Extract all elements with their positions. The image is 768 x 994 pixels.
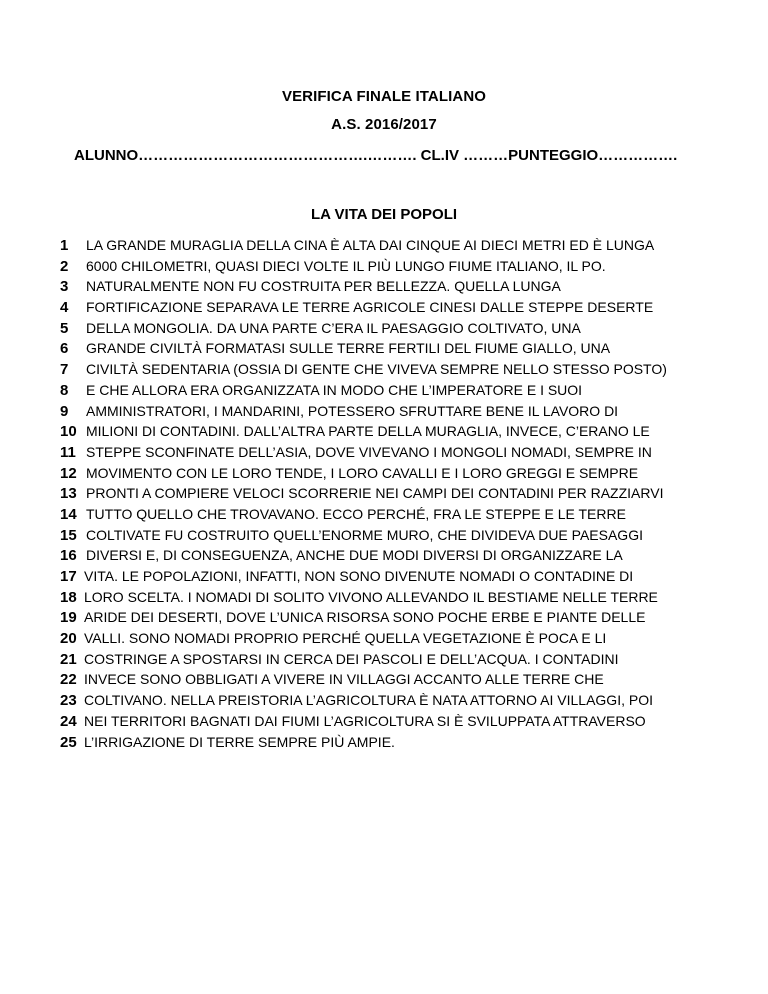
text-line — [60, 649, 760, 670]
line-text: E CHE ALLORA ERA ORGANIZZATA IN MODO CHE L’IMPERATORE E I SUOI — [86, 381, 583, 398]
line-text: INVECE SONO OBBLIGATI A VIVERE IN VILLAGGI ACCANTO ALLE TERRE CHE — [84, 671, 604, 688]
text-line — [60, 318, 760, 339]
line-text: NATURALMENTE NON FU COSTRUITA PER BELLEZZA. QUELLA LUNGA — [86, 278, 561, 295]
text-line — [60, 504, 760, 525]
student-info-line: ALUNNO……………………………………….………. CL.IV ………PUNTEGGIO……………. — [74, 147, 678, 164]
line-text: GRANDE CIVILTÀ FORMATASI SULLE TERRE FERTILI DEL FIUME GIALLO, UNA — [86, 340, 611, 357]
text-line — [60, 338, 760, 359]
line-text: DIVERSI E, DI CONSEGUENZA, ANCHE DUE MODI DIVERSI DI ORGANIZZARE LA — [86, 547, 623, 564]
line-number: 6 — [60, 340, 69, 358]
line-text: PRONTI A COMPIERE VELOCI SCORRERIE NEI CAMPI DEI CONTADINI PER RAZZIARVI — [86, 485, 664, 502]
text-line — [60, 380, 760, 401]
line-number: 1 — [60, 237, 69, 254]
text-line — [60, 732, 760, 753]
line-number: 7 — [60, 361, 69, 379]
line-text: DELLA MONGOLIA. DA UNA PARTE C’ERA IL PAESAGGIO COLTIVATO, UNA — [86, 319, 581, 336]
text-line — [60, 669, 760, 690]
line-number: 20 — [60, 630, 77, 648]
line-text: VALLI. SONO NOMADI PROPRIO PERCHÉ QUELLA VEGETAZIONE È POCA E LI — [84, 630, 607, 647]
line-text: TUTTO QUELLO CHE TROVAVANO. ECCO PERCHÉ, FRA LE STEPPE E LE TERRE — [86, 505, 626, 522]
line-text: COLTIVATE FU COSTRUITO QUELL’ENORME MURO, CHE DIVIDEVA DUE PAESAGGI — [86, 526, 643, 543]
line-number: 18 — [60, 588, 77, 606]
text-line — [60, 401, 760, 422]
line-number: 17 — [60, 568, 77, 585]
line-number: 16 — [60, 547, 77, 565]
line-number: 3 — [60, 278, 69, 296]
line-number: 23 — [60, 692, 77, 710]
text-line — [60, 359, 760, 380]
line-number: 11 — [60, 443, 76, 461]
line-number: 22 — [60, 671, 77, 689]
line-text: STEPPE SCONFINATE DELL’ASIA, DOVE VIVEVANO I MONGOLI NOMADI, SEMPRE IN — [86, 443, 652, 460]
text-line — [60, 297, 760, 318]
line-number: 21 — [60, 650, 77, 668]
text-line — [60, 525, 760, 546]
line-number: 15 — [60, 526, 77, 544]
line-text: VITA. LE POPOLAZIONI, INFATTI, NON SONO DIVENUTE NOMADI O CONTADINE DI — [84, 568, 634, 584]
line-text: ARIDE DEI DESERTI, DOVE L’UNICA RISORSA SONO POCHE ERBE E PIANTE DELLE — [84, 609, 646, 626]
text-line — [60, 276, 760, 297]
document-title: VERIFICA FINALE ITALIANO — [281, 88, 487, 105]
section-title: LA VITA DEI POPOLI — [310, 206, 458, 223]
line-text: MILIONI DI CONTADINI. DALL’ALTRA PARTE DELLA MURAGLIA, INVECE, C’ERANO LE — [86, 423, 650, 440]
line-number: 24 — [60, 712, 77, 730]
text-line — [60, 607, 760, 628]
line-number: 14 — [60, 505, 77, 523]
line-number: 4 — [60, 299, 69, 317]
line-text: 6000 CHILOMETRI, QUASI DIECI VOLTE IL PIÙ LUNGO FIUME ITALIANO, IL PO. — [86, 257, 606, 274]
text-line — [60, 463, 760, 484]
text-line — [60, 587, 760, 608]
line-number: 8 — [60, 381, 69, 399]
text-line — [60, 421, 760, 442]
line-text: LA GRANDE MURAGLIA DELLA CINA È ALTA DAI CINQUE AI DIECI METRI ED È LUNGA — [86, 237, 655, 253]
text-line — [60, 566, 760, 587]
text-line — [60, 235, 760, 256]
text-line — [60, 711, 760, 732]
line-text: COLTIVANO. NELLA PREISTORIA L’AGRICOLTURA È NATA ATTORNO AI VILLAGGI, POI — [84, 692, 653, 709]
line-text: COSTRINGE A SPOSTARSI IN CERCA DEI PASCOLI E DELL’ACQUA. I CONTADINI — [84, 650, 619, 667]
line-number: 10 — [60, 423, 77, 441]
line-number: 19 — [60, 609, 77, 627]
line-text: CIVILTÀ SEDENTARIA (OSSIA DI GENTE CHE VIVEVA SEMPRE NELLO STESSO POSTO) — [86, 361, 667, 378]
line-text: L’IRRIGAZIONE DI TERRE SEMPRE PIÙ AMPIE. — [84, 733, 395, 750]
text-line — [60, 256, 760, 277]
text-line — [60, 545, 760, 566]
line-text: NEI TERRITORI BAGNATI DAI FIUMI L’AGRICOLTURA SI È SVILUPPATA ATTRAVERSO — [84, 712, 646, 729]
text-line — [60, 628, 760, 649]
line-text: FORTIFICAZIONE SEPARAVA LE TERRE AGRICOLE CINESI DALLE STEPPE DESERTE — [86, 299, 654, 316]
school-year: A.S. 2016/2017 — [331, 116, 437, 133]
line-number: 13 — [60, 485, 77, 503]
line-text: MOVIMENTO CON LE LORO TENDE, I LORO CAVALLI E I LORO GREGGI E SEMPRE — [86, 464, 639, 481]
line-number: 2 — [60, 257, 69, 275]
line-number: 25 — [60, 733, 77, 751]
text-line — [60, 442, 760, 463]
line-number: 5 — [60, 319, 69, 337]
text-line — [60, 690, 760, 711]
numbered-text — [60, 235, 760, 752]
line-text: AMMINISTRATORI, I MANDARINI, POTESSERO SFRUTTARE BENE IL LAVORO DI — [86, 402, 619, 419]
line-number: 12 — [60, 464, 77, 482]
text-line — [60, 483, 760, 504]
line-number: 9 — [60, 402, 69, 420]
line-text: LORO SCELTA. I NOMADI DI SOLITO VIVONO ALLEVANDO IL BESTIAME NELLE TERRE — [84, 588, 658, 605]
